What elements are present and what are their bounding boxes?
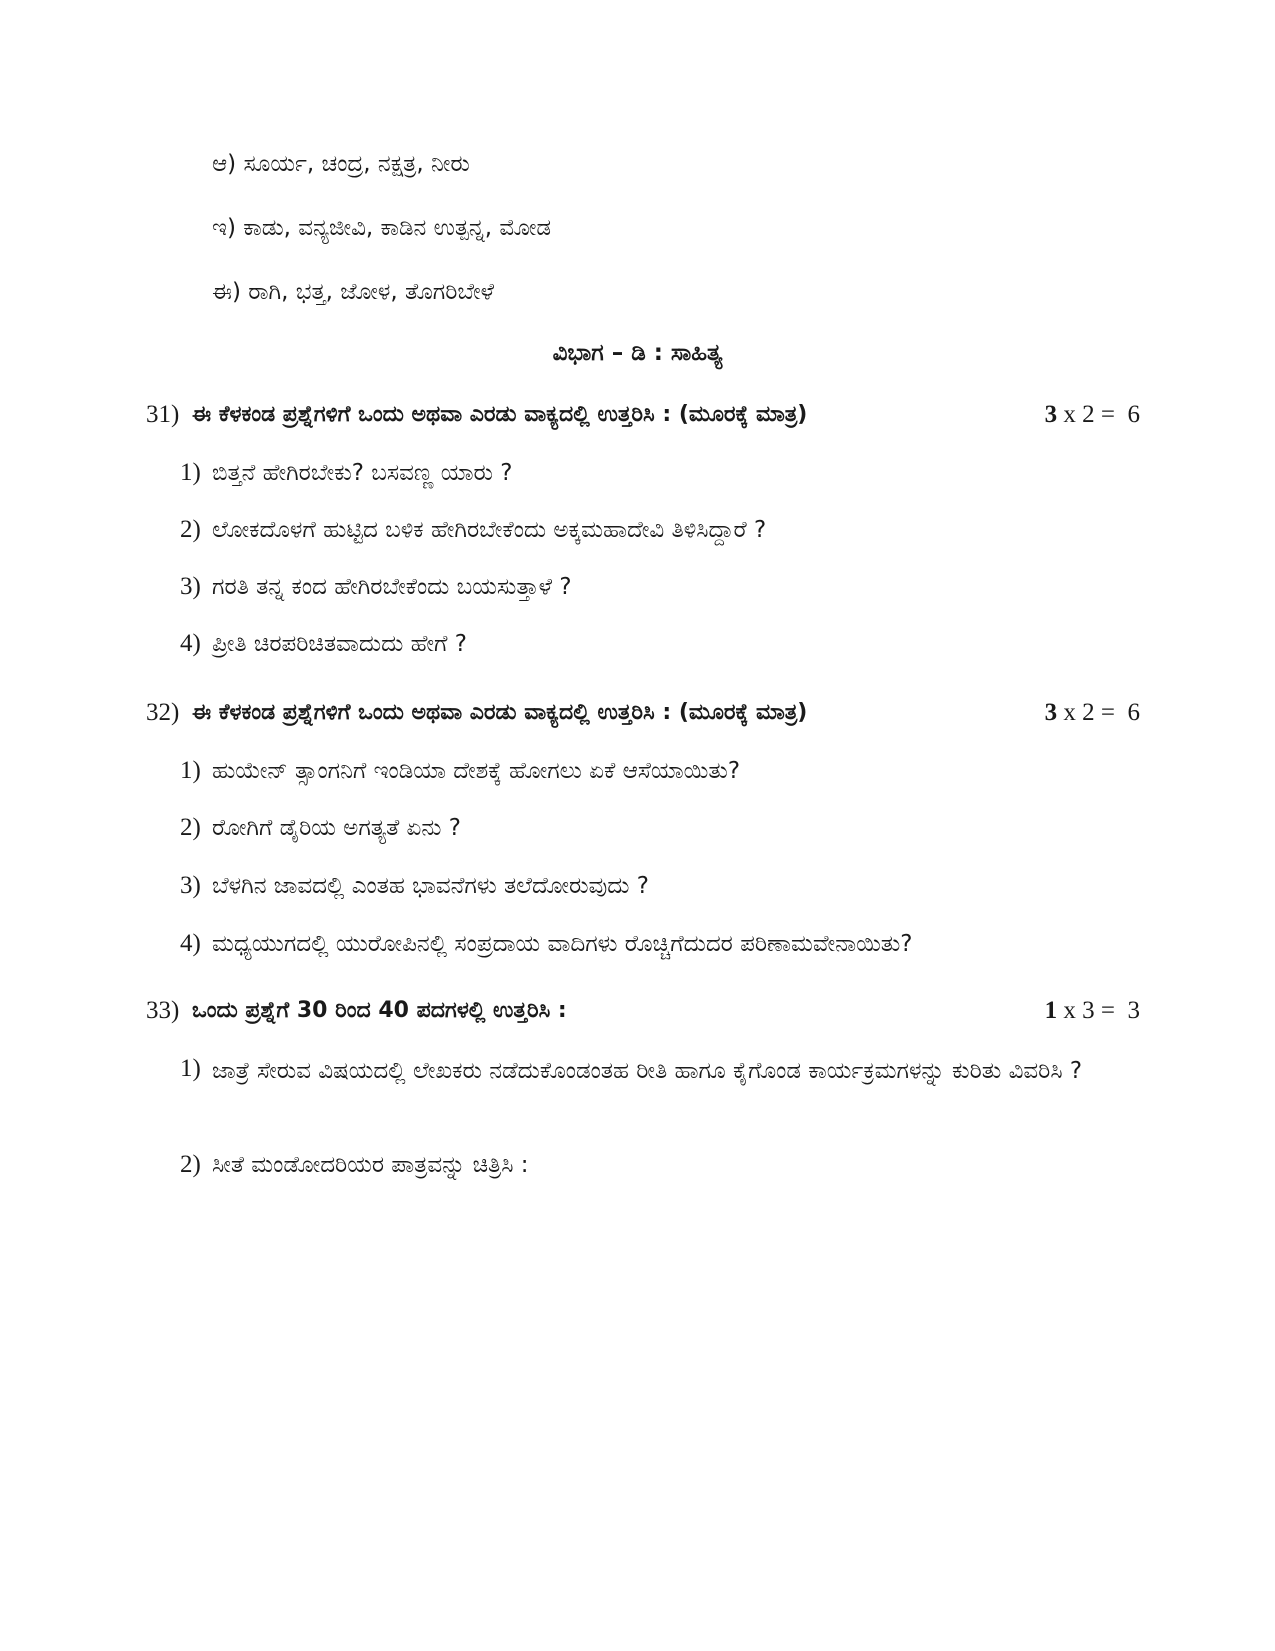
item-text: ಜಾತ್ರೆ ಸೇರುವ ವಿಷಯದಲ್ಲಿ ಲೇಖಕರು ನಡೆದುಕೊಂಡಂತಹ ರೀತಿ ಹಾಗೂ ಕೈಗೊಂಡ ಕಾರ್ಯಕ್ರಮಗಳನ್ನು ಕುರಿತು ವಿವರಿಸಿ ? (212, 1058, 1083, 1084)
question-32 (146, 697, 1140, 729)
option-i: ಇ) ಕಾಡು, ವನ್ಯಜೀವಿ, ಕಾಡಿನ ಉತ್ಪನ್ನ, ಮೋಡ (212, 215, 552, 241)
marks-formula: x 3 = 3 (1057, 997, 1140, 1024)
section-heading: ವಿಭಾಗ – ಡಿ : ಸಾಹಿತ್ಯ (552, 340, 723, 366)
item-number: 3) (180, 872, 201, 899)
item-number: 2) (180, 516, 201, 543)
item-number: 2) (180, 1151, 201, 1178)
item-text: ಲೋಕದೊಳಗೆ ಹುಟ್ಟಿದ ಬಳಿಕ ಹೇಗಿರಬೇಕೆಂದು ಅಕ್ಕಮಹಾದೇವಿ ತಿಳಿಸಿದ್ದಾರೆ ? (212, 517, 767, 543)
question-number: 33) (146, 997, 180, 1024)
question-33 (146, 995, 1140, 1027)
item-number: 1) (180, 1055, 201, 1082)
marks (1045, 995, 1140, 1027)
question-number: 31) (146, 401, 180, 428)
item-number: 2) (180, 814, 201, 841)
marks (1045, 399, 1140, 431)
item-text: ಬೆಳಗಿನ ಜಾವದಲ್ಲಿ ಎಂತಹ ಭಾವನೆಗಳು ತಲೆದೋರುವುದು ? (212, 873, 649, 899)
list-item (180, 812, 461, 844)
item-number: 3) (180, 573, 201, 600)
list-item (180, 628, 467, 660)
item-text: ಹುಯೇನ್ ತ್ಸಾಂಗನಿಗೆ ಇಂಡಿಯಾ ದೇಶಕ್ಕೆ ಹೋಗಲು ಏಕೆ ಆಸೆಯಾಯಿತು? (212, 758, 741, 784)
item-text: ಮಧ್ಯಯುಗದಲ್ಲಿ ಯುರೋಪಿನಲ್ಲಿ ಸಂಪ್ರದಾಯ ವಾದಿಗಳು ರೊಚ್ಚಿಗೆದುದರ ಪರಿಣಾಮವೇನಾಯಿತು? (212, 931, 913, 957)
item-number: 4) (180, 630, 201, 657)
option-aa: ಆ) ಸೂರ್ಯ, ಚಂದ್ರ, ನಕ್ಷತ್ರ, ನೀರು (212, 151, 470, 177)
list-item (180, 1053, 1114, 1089)
question-number: 32) (146, 699, 180, 726)
marks-count: 3 (1044, 699, 1058, 726)
question-text: ಈ ಕೆಳಕಂಡ ಪ್ರಶ್ನೆಗಳಿಗೆ ಒಂದು ಅಥವಾ ಎರಡು ವಾಕ್ಯದಲ್ಲಿ ಉತ್ತರಿಸಿ : (ಮೂರಕ್ಕೆ ಮಾತ್ರ) (192, 402, 808, 427)
option-ii: ಈ) ರಾಗಿ, ಭತ್ತ, ಜೋಳ, ತೊಗರಿಬೇಳೆ (212, 279, 495, 305)
item-text: ರೋಗಿಗೆ ಡೈರಿಯ ಅಗತ್ಯತೆ ಏನು ? (212, 815, 462, 841)
item-number: 1) (180, 459, 201, 486)
item-number: 1) (180, 757, 201, 784)
marks-count: 1 (1044, 997, 1058, 1024)
list-item (180, 514, 766, 546)
item-text: ಬಿತ್ತನೆ ಹೇಗಿರಬೇಕು? ಬಸವಣ್ಣ ಯಾರು ? (212, 460, 513, 486)
list-item (180, 755, 740, 787)
item-number: 4) (180, 930, 201, 957)
list-item (180, 870, 649, 902)
question-31 (146, 399, 1140, 431)
marks-formula: x 2 = 6 (1057, 401, 1140, 428)
list-item (180, 1149, 529, 1181)
item-text: ಗರತಿ ತನ್ನ ಕಂದ ಹೇಗಿರಬೇಕೆಂದು ಬಯಸುತ್ತಾಳೆ ? (212, 574, 572, 600)
list-item (180, 457, 512, 489)
marks-formula: x 2 = 6 (1057, 699, 1140, 726)
list-item (180, 928, 913, 960)
marks-count: 3 (1044, 401, 1058, 428)
item-text: ಸೀತೆ ಮಂಡೋದರಿಯರ ಪಾತ್ರವನ್ನು ಚಿತ್ರಿಸಿ : (212, 1152, 529, 1178)
question-text: ಈ ಕೆಳಕಂಡ ಪ್ರಶ್ನೆಗಳಿಗೆ ಒಂದು ಅಥವಾ ಎರಡು ವಾಕ್ಯದಲ್ಲಿ ಉತ್ತರಿಸಿ : (ಮೂರಕ್ಕೆ ಮಾತ್ರ) (192, 700, 808, 725)
list-item (180, 571, 572, 603)
question-text: ಒಂದು ಪ್ರಶ್ನೆಗೆ 30 ರಿಂದ 40 ಪದಗಳಲ್ಲಿ ಉತ್ತರಿಸಿ : (192, 998, 567, 1023)
item-text: ಪ್ರೀತಿ ಚಿರಪರಿಚಿತವಾದುದು ಹೇಗೆ ? (212, 631, 467, 657)
marks (1045, 697, 1140, 729)
